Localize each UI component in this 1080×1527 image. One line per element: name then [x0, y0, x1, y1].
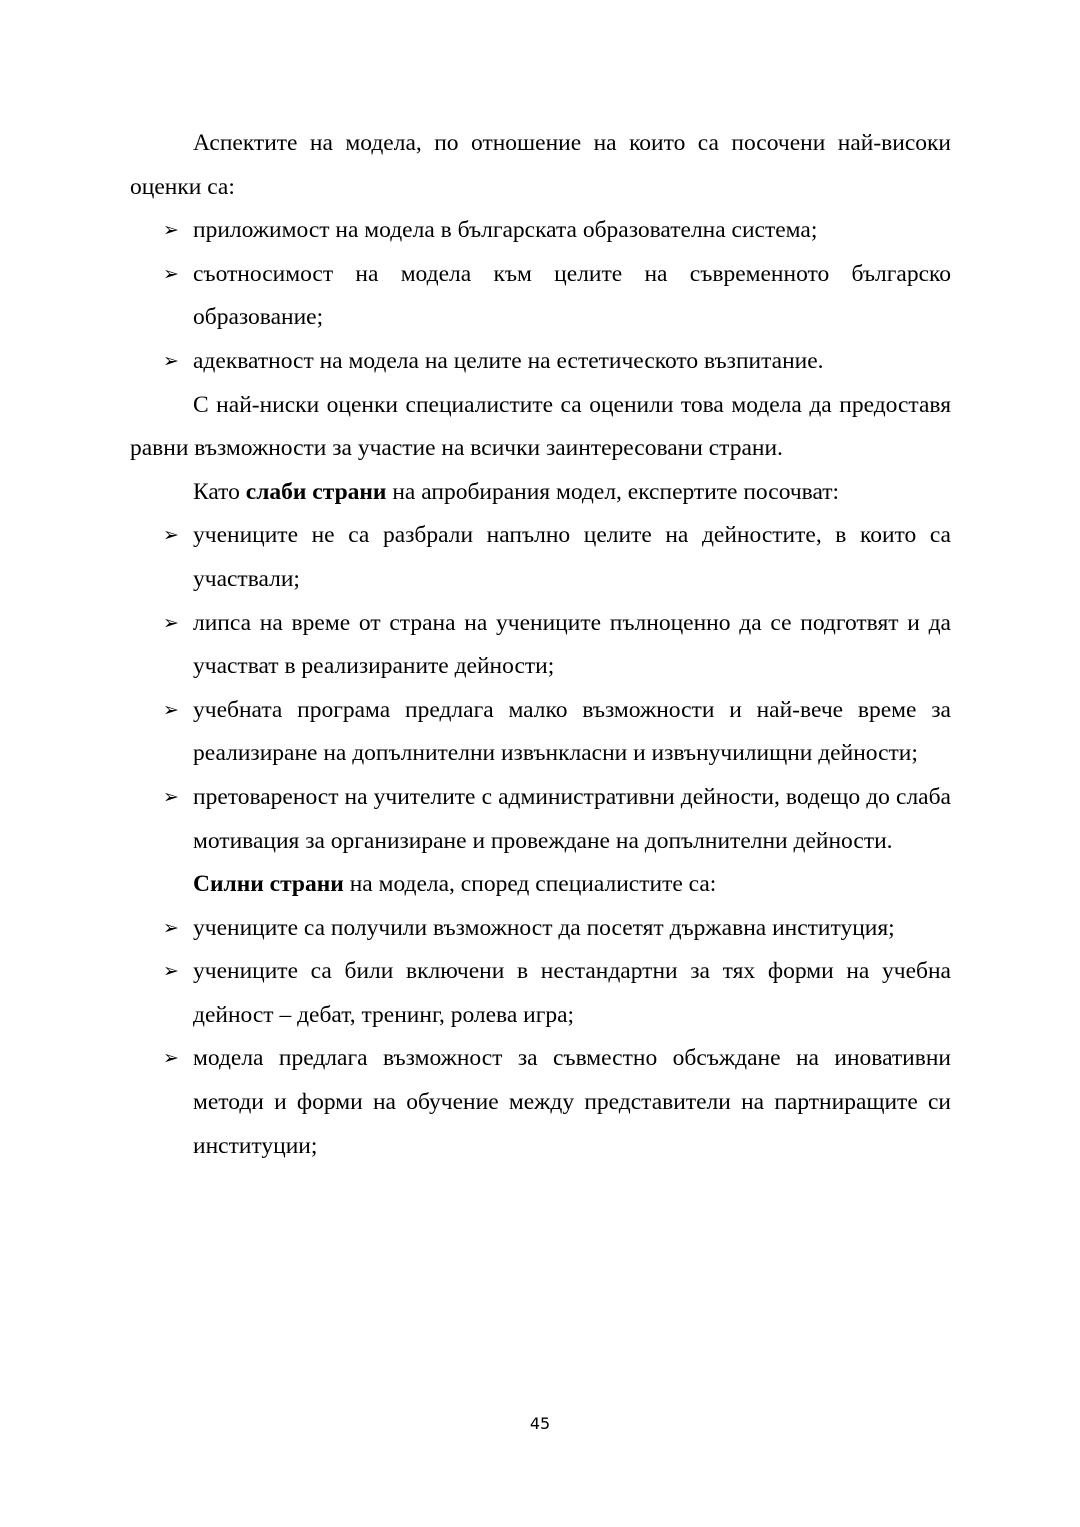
highest-rated-list [130, 209, 951, 383]
list-item-text: учениците са били включени в нестандартни за тях форми на учебна дейност – дебат, тренинг, ролева игра; [193, 958, 951, 1028]
weaknesses-intro [130, 471, 951, 515]
weaknesses-intro-after: на апробирания модел, експертите посочват: [386, 478, 840, 505]
arrow-bullet-icon: ➢ [163, 219, 179, 242]
list-item [130, 514, 951, 601]
arrow-bullet-icon: ➢ [163, 524, 179, 547]
list-item-text: претовареност на учителите с административни дейности, водещо до слаба мотивация за организиране и провеждане на допълнителни дейности. [193, 783, 951, 854]
list-item [130, 950, 951, 1037]
arrow-bullet-icon: ➢ [163, 916, 179, 939]
list-item-text: учениците са получили възможност да посетят държавна институция; [193, 914, 895, 941]
list-item [130, 602, 951, 689]
weaknesses-list [130, 514, 951, 863]
arrow-bullet-icon: ➢ [163, 698, 179, 721]
list-item-text: учебната програма предлага малко възможности и най-вече време за реализиране на допълнителни извънкласни и извънучилищни дейности; [193, 696, 951, 767]
arrow-bullet-icon: ➢ [163, 785, 179, 808]
document-body [130, 122, 951, 1168]
arrow-bullet-icon: ➢ [163, 611, 179, 634]
list-item-text: адекватност на модела на целите на естетическото възпитание. [193, 347, 824, 374]
list-item-text: приложимост на модела в българската образователна система; [193, 217, 818, 244]
arrow-bullet-icon: ➢ [163, 960, 179, 983]
list-item [130, 253, 951, 340]
arrow-bullet-icon: ➢ [163, 349, 179, 372]
list-item-text: съотносимост на модела към целите на съвременното българско образование; [193, 260, 951, 331]
page-number: 45 [529, 1414, 551, 1433]
weaknesses-heading: слаби страни [245, 478, 387, 505]
strengths-heading: Силни страни [193, 871, 344, 898]
list-item [130, 340, 951, 384]
list-item [130, 776, 951, 863]
weaknesses-intro-before: Като [193, 478, 246, 505]
list-item [130, 1037, 951, 1168]
arrow-bullet-icon: ➢ [163, 1047, 179, 1070]
list-item-text: липса на време от страна на учениците пълноценно да се подготвят и да участват в реализираните дейности; [193, 609, 951, 680]
list-item-text: модела предлага възможност за съвместно обсъждане на иновативни методи и форми на обучение между представители на партниращите си институции; [193, 1045, 951, 1159]
strengths-intro [130, 863, 951, 907]
intro-paragraph: Аспектите на модела, по отношение на които са посочени най-високи оценки са: [130, 130, 951, 200]
list-item [130, 209, 951, 253]
strengths-list [130, 907, 951, 1169]
list-item-text: учениците не са разбрали напълно целите на дейностите, в които са участвали; [193, 522, 951, 592]
list-item [130, 907, 951, 951]
list-item [130, 689, 951, 776]
strengths-intro-after: на модела, според специалистите са: [343, 871, 717, 898]
lowest-rated-paragraph: С най-ниски оценки специалистите са оценили това модела да предоставя равни възможности за участие на всички заинтересовани страни. [130, 391, 951, 462]
arrow-bullet-icon: ➢ [163, 262, 179, 285]
